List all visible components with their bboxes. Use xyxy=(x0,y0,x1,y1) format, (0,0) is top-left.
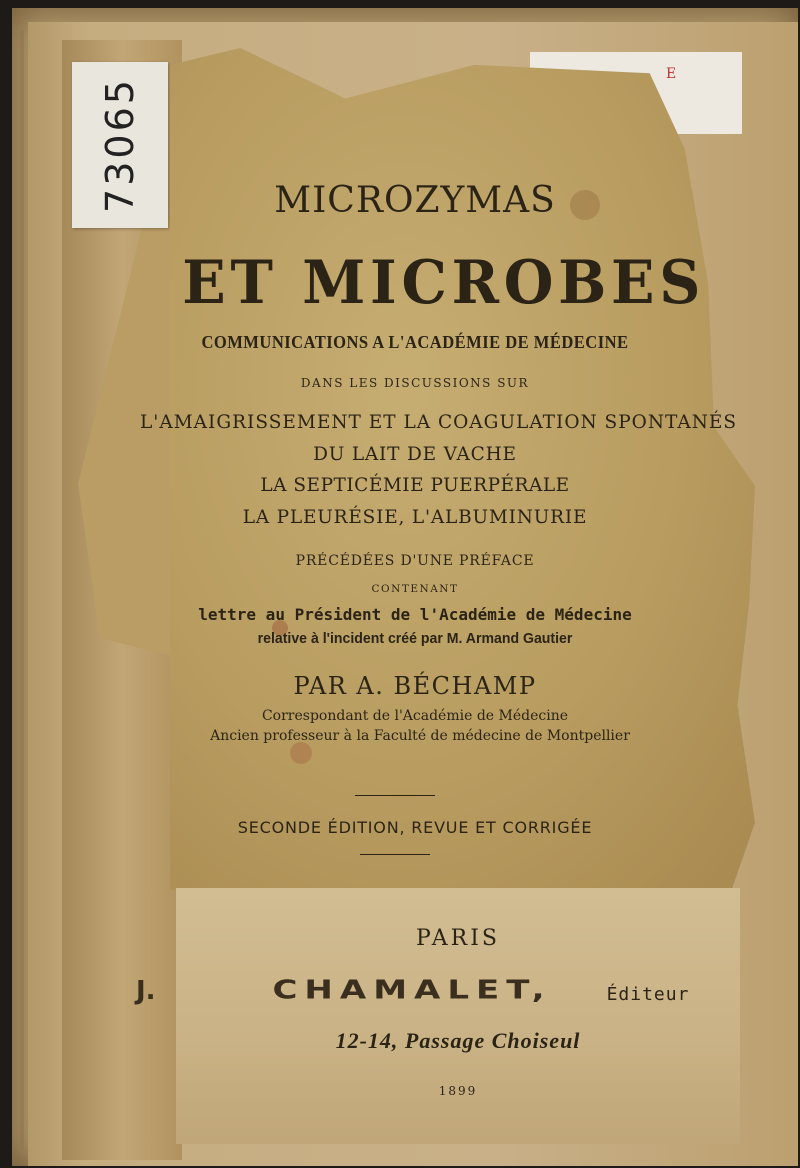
stain xyxy=(290,742,312,764)
edition-line: SECONDE ÉDITION, REVUE ET CORRIGÉE xyxy=(237,818,593,837)
preface-line: PRÉCÉDÉES D'UNE PRÉFACE xyxy=(295,553,535,569)
letter-line-1: lettre au Président de l'Académie de Médecine xyxy=(198,605,632,624)
page-edge xyxy=(20,30,24,1150)
divider xyxy=(355,795,435,796)
publisher-address: 12-14, Passage Choiseul xyxy=(335,1028,581,1053)
publisher-label xyxy=(136,888,740,1144)
topic-line: LA SEPTICÉMIE PUERPÉRALE xyxy=(260,475,570,496)
publisher-city: PARIS xyxy=(416,926,500,951)
shelf-number: 73065 xyxy=(98,77,142,213)
credential-line-2: Ancien professeur à la Faculté de médecine de Montpellier xyxy=(210,728,630,744)
publisher-name: CHAMALET, xyxy=(272,975,552,1005)
publisher-role: Éditeur xyxy=(606,984,690,1005)
title-line-1: MICROZYMAS xyxy=(274,180,556,221)
publisher-initial: J. xyxy=(136,976,156,1006)
author-line: PAR A. BÉCHAMP xyxy=(293,672,537,700)
letter-line-2: relative à l'incident créé par M. Armand Gautier xyxy=(257,630,573,647)
shelf-label xyxy=(72,62,168,228)
topic-line: DU LAIT DE VACHE xyxy=(313,444,517,465)
subtitle: COMMUNICATIONS A L'ACADÉMIE DE MÉDECINE xyxy=(201,332,629,352)
divider xyxy=(360,854,430,855)
corner-mark: E xyxy=(666,66,677,82)
containing-line: CONTENANT xyxy=(371,583,459,595)
title-line-2: ET MICROBES xyxy=(182,248,706,318)
credential-line-1: Correspondant de l'Académie de Médecine xyxy=(261,708,569,724)
discussions-heading: DANS LES DISCUSSIONS SUR xyxy=(300,376,530,390)
topic-line: LA PLEURÉSIE, L'ALBUMINURIE xyxy=(242,507,588,528)
topic-line: L'AMAIGRISSEMENT ET LA COAGULATION SPONTANÉS xyxy=(140,412,738,433)
title-page xyxy=(170,48,755,890)
publication-year: 1899 xyxy=(438,1084,478,1098)
